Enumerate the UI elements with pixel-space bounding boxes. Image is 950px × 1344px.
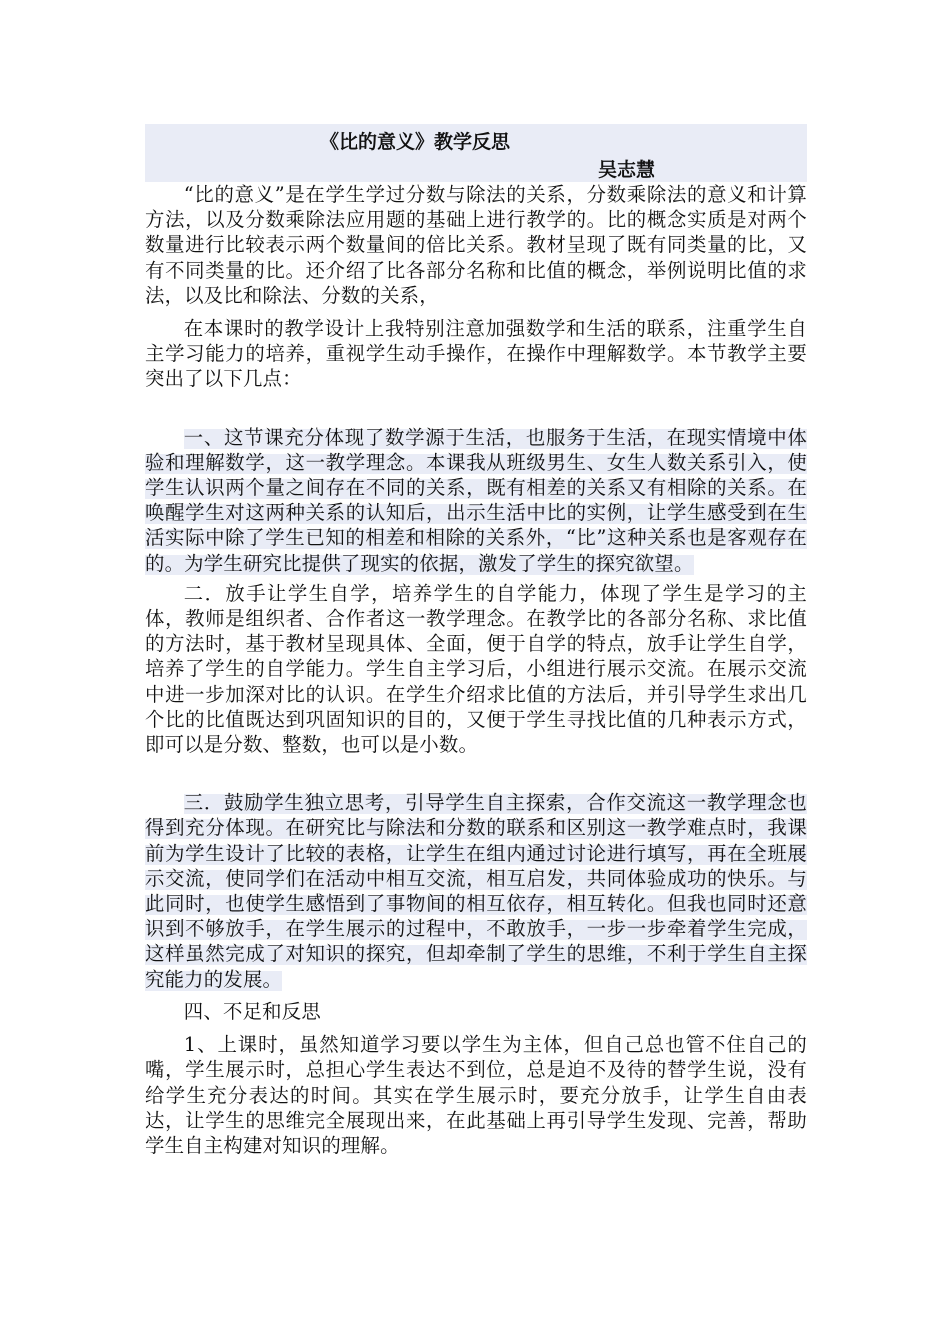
document-title: 《比的意义》教学反思: [320, 131, 511, 153]
title-block: [145, 124, 807, 182]
paragraph-point-two: 二．放手让学生自学，培养学生的自学能力，体现了学生是学习的主体，教师是组织者、合作者这一教学理念。在教学比的各部分名称、求比值的方法时，基于教材呈现具体、全面，便于自学的特点，放手让学生自学，培养了学生的自学能力。学生自主学习后，小组进行展示交流。在展示交流中进一步加深对比的认识。在学生介绍求比值的方法后，并引导学生求出几个比的比值既达到巩固知识的目的，又便于学生寻找比值的几种表示方式，即可以是分数、整数，也可以是小数。: [145, 581, 807, 757]
paragraph-reflection-one: 1、上课时，虽然知道学习要以学生为主体，但自己总也管不住自己的嘴，学生展示时，总担心学生表达不到位，总是迫不及待的替学生说，没有给学生充分表达的时间。其实在学生展示时，要充分放手，让学生自由表达，让学生的思维完全展现出来，在此基础上再引导学生发现、完善，帮助学生自主构建对知识的理解。: [145, 1033, 807, 1157]
paragraph-point-one: 一、这节课充分体现了数学源于生活，也服务于生活，在现实情境中体验和理解数学，这一教学理念。本课我从班级男生、女生人数关系引入，使学生认识两个量之间存在不同的关系，既有相差的关系又有相除的关系。在唤醒学生对这两种关系的认知后，出示生活中比的实例，让学生感受到在生活实际中除了学生已知的相差和相除的关系外，“比”这种关系也是客观存在的。为学生研究比提供了现实的依据，激发了学生的探究欲望。: [145, 425, 807, 575]
paragraph-point-three: 三．鼓励学生独立思考，引导学生自主探索，合作交流这一教学理念也得到充分体现。在研究比与除法和分数的联系和区别这一教学难点时，我课前为学生设计了比较的表格，让学生在组内通过讨论进行填写，再在全班展示交流，使同学们在活动中相互交流，相互启发，共同体验成功的快乐。与此同时，也使学生感悟到了事物间的相互依存，相互转化。但我也同时还意识到不够放手，在学生展示的过程中，不敢放手，一步一步牵着学生完成，这样虽然完成了对知识的探究，但却牵制了学生的思维，不利于学生自主探究能力的发展。: [145, 791, 807, 991]
author-name: 吴志慧: [598, 159, 656, 181]
section-heading-reflection: 四、不足和反思: [183, 999, 321, 1023]
document-page: [145, 124, 807, 1158]
paragraph-intro: “比的意义”是在学生学过分数与除法的关系，分数乘除法的意义和计算方法，以及分数乘除法应用题的基础上进行教学的。比的概念实质是对两个数量进行比较表示两个数量间的倍比关系。教材呈现了既有同类量的比，又有不同类量的比。还介绍了比各部分名称和比值的概念，举例说明比值的求法，以及比和除法、分数的关系，: [145, 183, 807, 307]
paragraph-design: 在本课时的教学设计上我特别注意加强数学和生活的联系，注重学生自主学习能力的培养，重视学生动手操作，在操作中理解数学。本节教学主要突出了以下几点：: [145, 317, 807, 391]
